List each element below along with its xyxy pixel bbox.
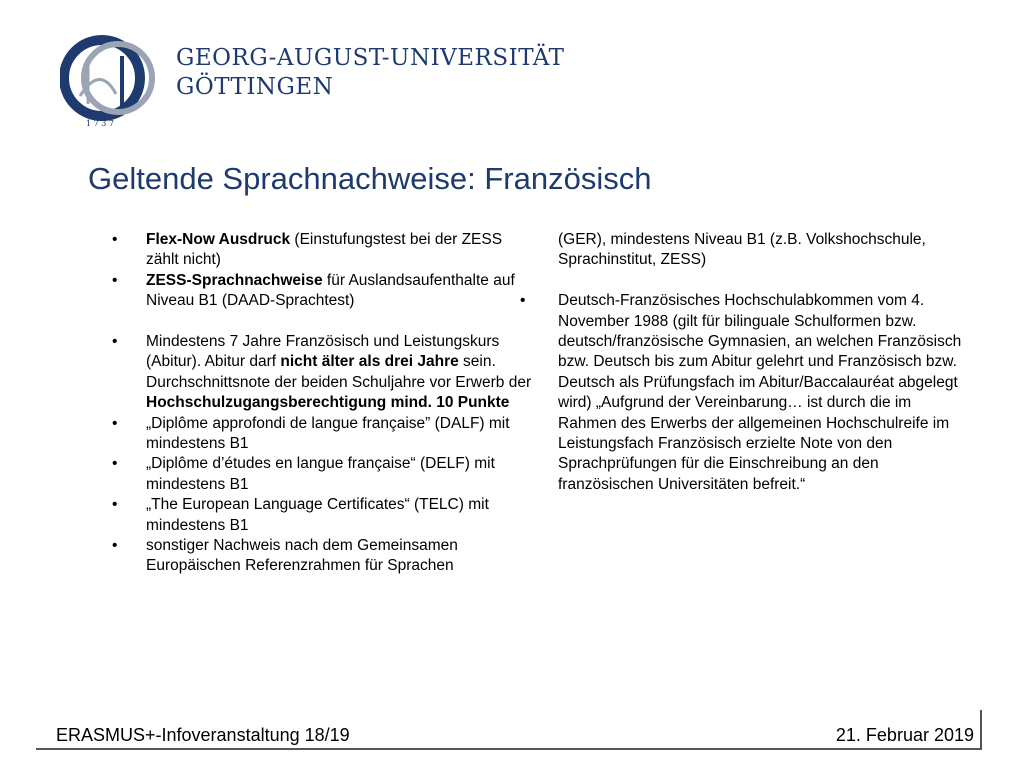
bullet-icon: • — [112, 537, 118, 555]
footer-date: 21. Februar 2019 — [835, 725, 974, 745]
bullet-icon: • — [112, 333, 118, 351]
item-bold: Hochschulzugangsberechtigung mind. 10 Punkte — [146, 394, 510, 412]
right-column — [518, 230, 963, 495]
item-text: „The European Language Certificates“ (TELC) mit mindestens B1 — [146, 496, 489, 534]
university-emblem-logo — [60, 34, 160, 130]
list-item — [112, 414, 532, 455]
bullet-icon: • — [112, 271, 118, 289]
item-text: sein. Durchschnittsnote der beiden Schuljahre vor Erwerb der — [146, 353, 532, 391]
footer-event-title: ERASMUS+-Infoveranstaltung 18/19 — [56, 725, 350, 745]
item-text: für Auslandsaufenthalte auf Niveau B1 (DAAD-Sprachtest) — [146, 271, 515, 310]
bullet-icon: • — [112, 231, 118, 248]
bullet-icon: • — [112, 496, 118, 514]
list-item — [112, 332, 532, 414]
item-bold: nicht älter als drei Jahre — [280, 353, 459, 371]
item-text: Mindestens 7 Jahre Französisch und Leistungskurs (Abitur). Abitur darf — [146, 333, 500, 371]
bullet-icon: • — [112, 414, 118, 432]
item-text: (Einstufungstest bei der ZESS zählt nicht) — [146, 231, 503, 269]
list-item — [518, 291, 963, 495]
list-item-continuation: (GER), mindestens Niveau B1 (z.B. Volkshochschule, Sprachinstitut, ZESS) — [558, 231, 926, 269]
item-text: „Diplôme d’études en langue française“ (DELF) mit mindestens B1 — [146, 455, 495, 493]
bullet-icon: • — [520, 292, 526, 310]
item-bold: Flex-Now Ausdruck — [146, 231, 291, 248]
list-item — [112, 271, 532, 312]
list-item — [112, 495, 532, 536]
emblem-year: 1 7 3 7 — [86, 119, 114, 128]
item-text: „Diplôme approfondi de langue française” (DALF) mit mindestens B1 — [146, 414, 510, 453]
list-item — [112, 454, 532, 495]
item-text: Deutsch-Französisches Hochschulabkommen vom 4. November 1988 (gilt für bilinguale Schulformen bzw. deutsch/französische Gymnasien, an welchen Französisch bzw. Deutsch bis zum Abitur gelehrt und Französisch bzw. Deutsch als Prüfungsfach im Abitur/Baccalauréat abgelegt wird) „Aufgrund der Vereinbarung… ist durch die im Rahmen des Erwerbs der allgemeinen Hochschulreife im Leistungsfach Französisch erzielte Note von den Sprachprüfungen für die Einschreibung an den französischen Universitäten befreit.“ — [558, 292, 962, 493]
university-name-line2: GÖTTINGEN — [176, 74, 334, 100]
left-column — [112, 230, 532, 577]
university-name-line1: GEORG-AUGUST-UNIVERSITÄT — [176, 45, 565, 71]
item-text: sonstiger Nachweis nach dem Gemeinsamen Europäischen Referenzrahmen für Sprachen — [146, 537, 458, 575]
list-item — [112, 536, 532, 577]
item-bold: ZESS-Sprachnachweise — [146, 271, 323, 289]
bullet-icon: • — [112, 455, 118, 473]
slide-title: Geltende Sprachnachweise: Französisch — [88, 161, 652, 196]
university-name — [176, 44, 565, 102]
list-item — [112, 230, 532, 271]
